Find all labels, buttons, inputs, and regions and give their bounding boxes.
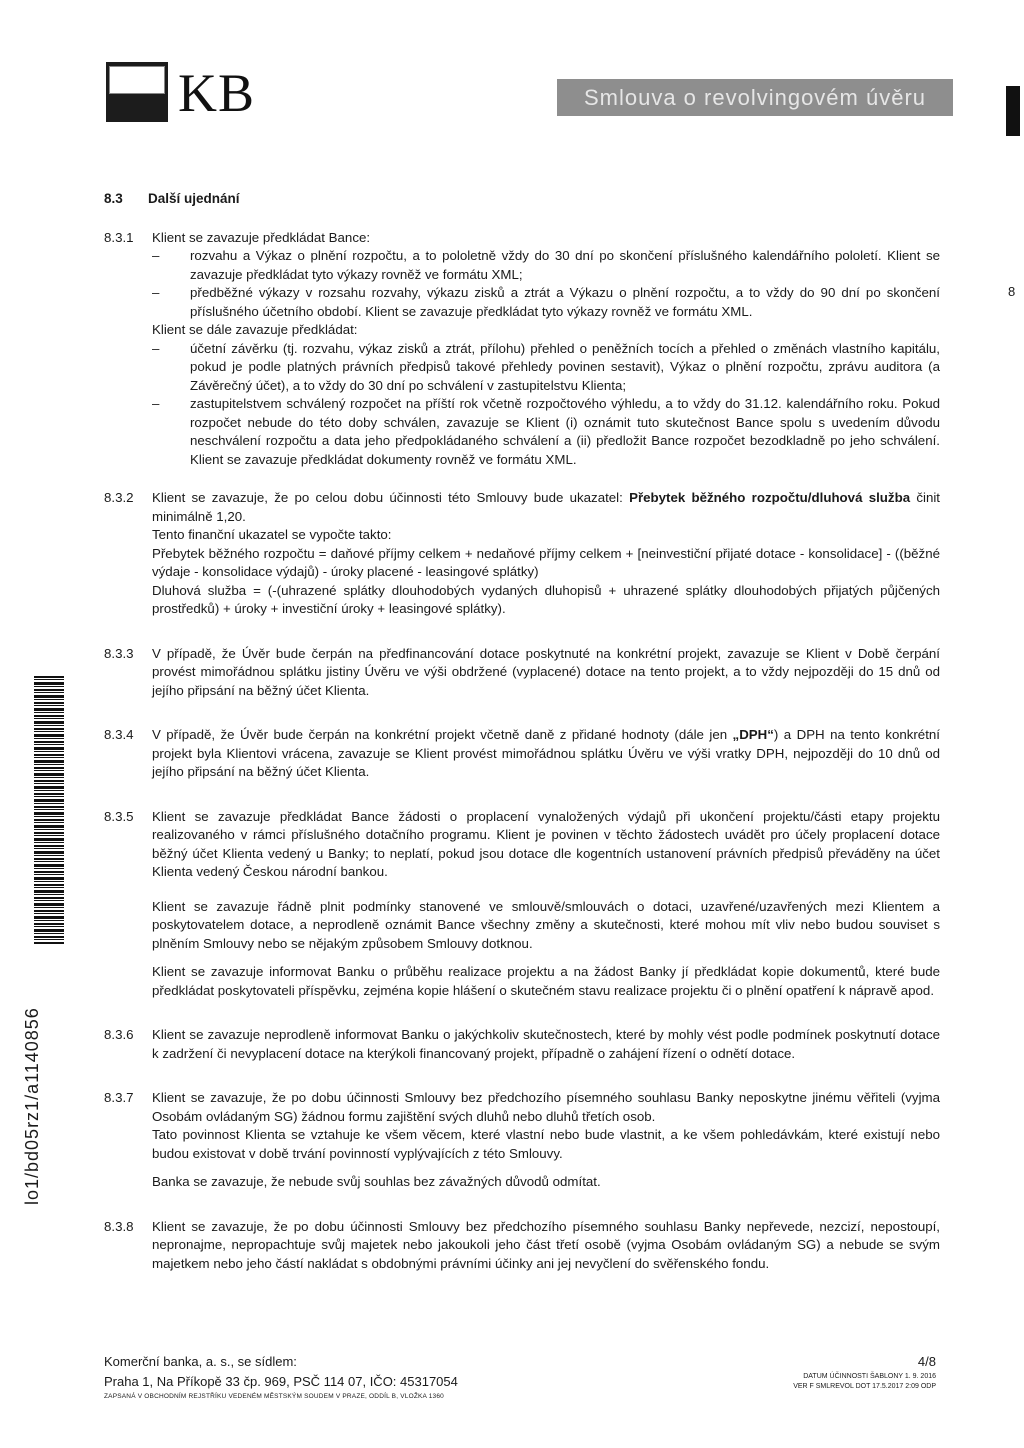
clause-number: 8.3.6 xyxy=(104,1027,134,1042)
clause-paragraph: Tento finanční ukazatel se vypočte takto: xyxy=(152,527,392,542)
clause-number: 8.3.3 xyxy=(104,645,134,661)
clause-paragraph: Tato povinnost Klienta se vztahuje ke všem věcem, které vlastní nebo bude vlastnit, a ke všem pohledávkám, které existují nebo budou existovat v době trvání povinností vyplývajících z této Smlouvy. xyxy=(152,1127,940,1161)
clause-intro: Klient se dále zavazuje předkládat: xyxy=(152,322,358,337)
formula: Dluhová služba = (-(uhrazené splátky dlouhodobých vydaných dluhopisů + uhrazené splátky dlouhodobých přijatých půjčených prostředků) + úroky + investiční úroky + leasingové splátky). xyxy=(152,582,940,616)
barcode-text: lo1/bd05rz1/a1140856 xyxy=(22,1007,42,1205)
clause-item: – účetní závěrku (tj. rozvahu, výkaz zisků a ztrát, přílohu) přehled o peněžních tocích a přehled o změnách vlastního kapitálu, pokud je podle platných právních předpisů takové přehledy povinen sestavit), Výkaz o plnění rozpočtu, zprávu auditora (a Závěrečný účet), a to vždy do 30 dní po schválení v zastupitelstvu Klienta; xyxy=(152,340,940,396)
kb-logo-mark xyxy=(106,62,168,122)
clause-number: 8.3.4 xyxy=(104,727,134,742)
clause-number: 8.3.2 xyxy=(104,490,134,505)
clause-paragraph: Klient se zavazuje, že po dobu účinnosti Smlouvy bez předchozího písemného souhlasu Banky neposkytne jinému věřiteli (vyjma Osobám ovládaným SG) žádnou formu zajištění svých dluhů nebo dluhů třetích osob. xyxy=(152,1090,940,1124)
clause-paragraph xyxy=(152,726,940,782)
footer-bank-info xyxy=(104,1352,458,1402)
section-title: Další ujednání xyxy=(148,191,240,206)
indicator-name: Přebytek běžného rozpočtu/dluhová služba xyxy=(629,490,911,505)
side-page-number: 8 xyxy=(1008,284,1016,299)
clause-8-3-3 xyxy=(104,645,940,701)
page-number: 4/8 xyxy=(917,1354,936,1369)
clause-paragraph: Klient se zavazuje, že po dobu účinnosti Smlouvy bez předchozího písemného souhlasu Banky nepřevede, nezcizí, nepostoupí, nepronajme, nepropachtuje svůj majetek nebo jakoukoli jeho část třetí osobě (vyjma Osobám ovládaným SG) a nebude se svým majetkem nebo jeho částí nakládat s obdobnými právními účinky ani jej nevyčlení do svěřenského fondu. xyxy=(152,1218,940,1271)
clause-paragraph: V případě, že Úvěr bude čerpán na předfinancování dotace poskytnuté na konkrétní projekt, zavazuje se Klient v Době čerpání provést mimořádnou splátku jistiny Úvěru ve výši obdržené (vyplacené) dotace na tento projekt, a to vždy nejpozději do 15 dnů od jejího připsání na běžný účet Klienta. xyxy=(152,645,940,698)
clause-text: Klient se zavazuje, že po celou dobu účinnosti této Smlouvy bude ukazatel: xyxy=(152,490,630,505)
clause-text: ) a DPH na tento konkrétní projekt byla Klientovi vrácena, zavazuje se Klient provést mimořádnou splátku Úvěru ve výši vratky DPH, nejpozději do 10 dnů od jejího připsání na běžný účet Klienta. xyxy=(152,727,940,779)
edge-mark xyxy=(1006,86,1020,136)
footer-registry: ZAPSANÁ V OBCHODNÍM REJSTŘÍKU VEDENÉM MĚSTSKÝM SOUDEM V PRAZE, ODDÍL B, VLOŽKA 1360 xyxy=(104,1393,444,1400)
document-title-banner: Smlouva o revolvingovém úvěru xyxy=(557,79,953,116)
clause-8-3-6 xyxy=(104,1026,940,1063)
defined-term: „DPH“ xyxy=(732,727,774,742)
clause-8-3-5 xyxy=(104,808,940,1001)
footer-page-info xyxy=(793,1352,936,1392)
clause-item: – předběžné výkazy v rozsahu rozvahy, výkazu zisků a ztrát a Výkazu o plnění rozpočtu, a to vždy do 90 dní po skončení příslušného účetního období. Klient se zavazuje předkládat tyto výkazy rovněž ve formátu XML. xyxy=(152,284,940,321)
footer-line: Praha 1, Na Příkopě 33 čp. 969, PSČ 114 07, IČO: 45317054 xyxy=(104,1374,458,1389)
footer-line: Komerční banka, a. s., se sídlem: xyxy=(104,1354,297,1369)
clause-8-3-2 xyxy=(104,489,940,619)
clause-paragraph xyxy=(152,489,940,526)
template-version: VER F SMLREVOL DOT 17.5.2017 2:09 ODP xyxy=(793,1383,936,1390)
clause-text: činit minimálně 1,20. xyxy=(152,490,941,524)
clause-8-3-8 xyxy=(104,1218,940,1274)
clause-8-3-7 xyxy=(104,1089,940,1192)
clause-paragraph: Banka se zavazuje, že nebude svůj souhlas bez závažných důvodů odmítat. xyxy=(152,1174,601,1189)
clause-8-3-4 xyxy=(104,726,940,782)
section-number: 8.3 xyxy=(104,191,123,206)
kb-logo-text: KB xyxy=(178,63,256,123)
formula: Přebytek běžného rozpočtu = daňové příjmy celkem + nedaňové příjmy celkem + [neinvestiční přijaté dotace - konsolidace] - ((běžné výdaje - konsolidace výdajů) - úroky placené - leasingové splátky) xyxy=(152,545,940,579)
clause-paragraph: Klient se zavazuje informovat Banku o průběhu realizace projektu a na žádost Banky jí předkládat kopie dokumentů, které bude předkládat poskytovateli příspěvku, zejména kopie hlášení o skutečném stavu realizace projektu či o plnění opatření k nápravě apod. xyxy=(152,964,940,998)
clause-item: – rozvahu a Výkaz o plnění rozpočtu, a to pololetně vždy do 30 dní po skončení příslušného kalendářního pololetí. Klient se zavazuje předkládat tyto výkazy rovněž ve formátu XML; xyxy=(152,247,940,284)
clause-intro: Klient se zavazuje předkládat Bance: xyxy=(152,229,371,245)
section-heading xyxy=(104,190,940,209)
clause-number: 8.3.7 xyxy=(104,1090,134,1105)
clause-text: V případě, že Úvěr bude čerpán na konkrétní projekt včetně daně z přidané hodnoty (dále jen xyxy=(152,727,733,742)
clause-paragraph: Klient se zavazuje řádně plnit podmínky stanovené ve smlouvě/smlouvách o dotaci, uzavřené/uzavřených mezi Klientem a poskytovatelem dotace, a neprodleně oznámit Bance všechny změny a skutečnosti, které mohou mít vliv nebo budou souviset s plněním Smlouvy nebo se nějakým způsobem Smlouvy dotknou. xyxy=(152,898,940,951)
clause-paragraph: Klient se zavazuje neprodleně informovat Banku o jakýchkoliv skutečnostech, které by mohly vést podle podmínek poskytnutí dotace k zadržení či nevyplacení dotace na kterýkoli financovaný projekt, případně o zahájení řízení o odnětí dotace. xyxy=(152,1027,940,1061)
clause-number: 8.3.5 xyxy=(104,808,134,824)
clause-item: – zastupitelstvem schválený rozpočet na příští rok včetně rozpočtového výhledu, a to vždy do 31.12. kalendářního roku. Pokud rozpočet nebude do této doby schválen, zavazuje se Klient (i) oznámit tuto skutečnost Bance spolu s uvedením důvodu neschválení rozpočtu a data jeho předpokládaného schválení a (ii) předložit Bance rozpočet bezodkladně po jeho schválení. Klient se zavazuje předkládat dokumenty rovněž ve formátu XML. xyxy=(152,395,940,469)
clause-8-3-1 xyxy=(104,229,940,470)
template-date: DATUM ÚČINNOSTI ŠABLONY 1. 9. 2016 xyxy=(803,1373,936,1380)
clause-number: 8.3.1 xyxy=(104,229,134,245)
barcode xyxy=(34,676,64,944)
document-body xyxy=(104,190,940,1283)
clause-number: 8.3.8 xyxy=(104,1218,134,1234)
clause-paragraph: Klient se zavazuje předkládat Bance žádosti o proplacení vynaložených výdajů při ukončení projektu/části etapy projektu realizovaného v rámci příslušného dotačního programu. Klient je povinen v těchto žádostech uvádět pro účely proplacení dotace běžný účet Klienta vedený u Banky; to neplatí, pokud jsou dotace dle kogentních ustanovení právních předpisů převáděny na účet Klienta vedený Českou národní bankou. xyxy=(152,808,940,879)
